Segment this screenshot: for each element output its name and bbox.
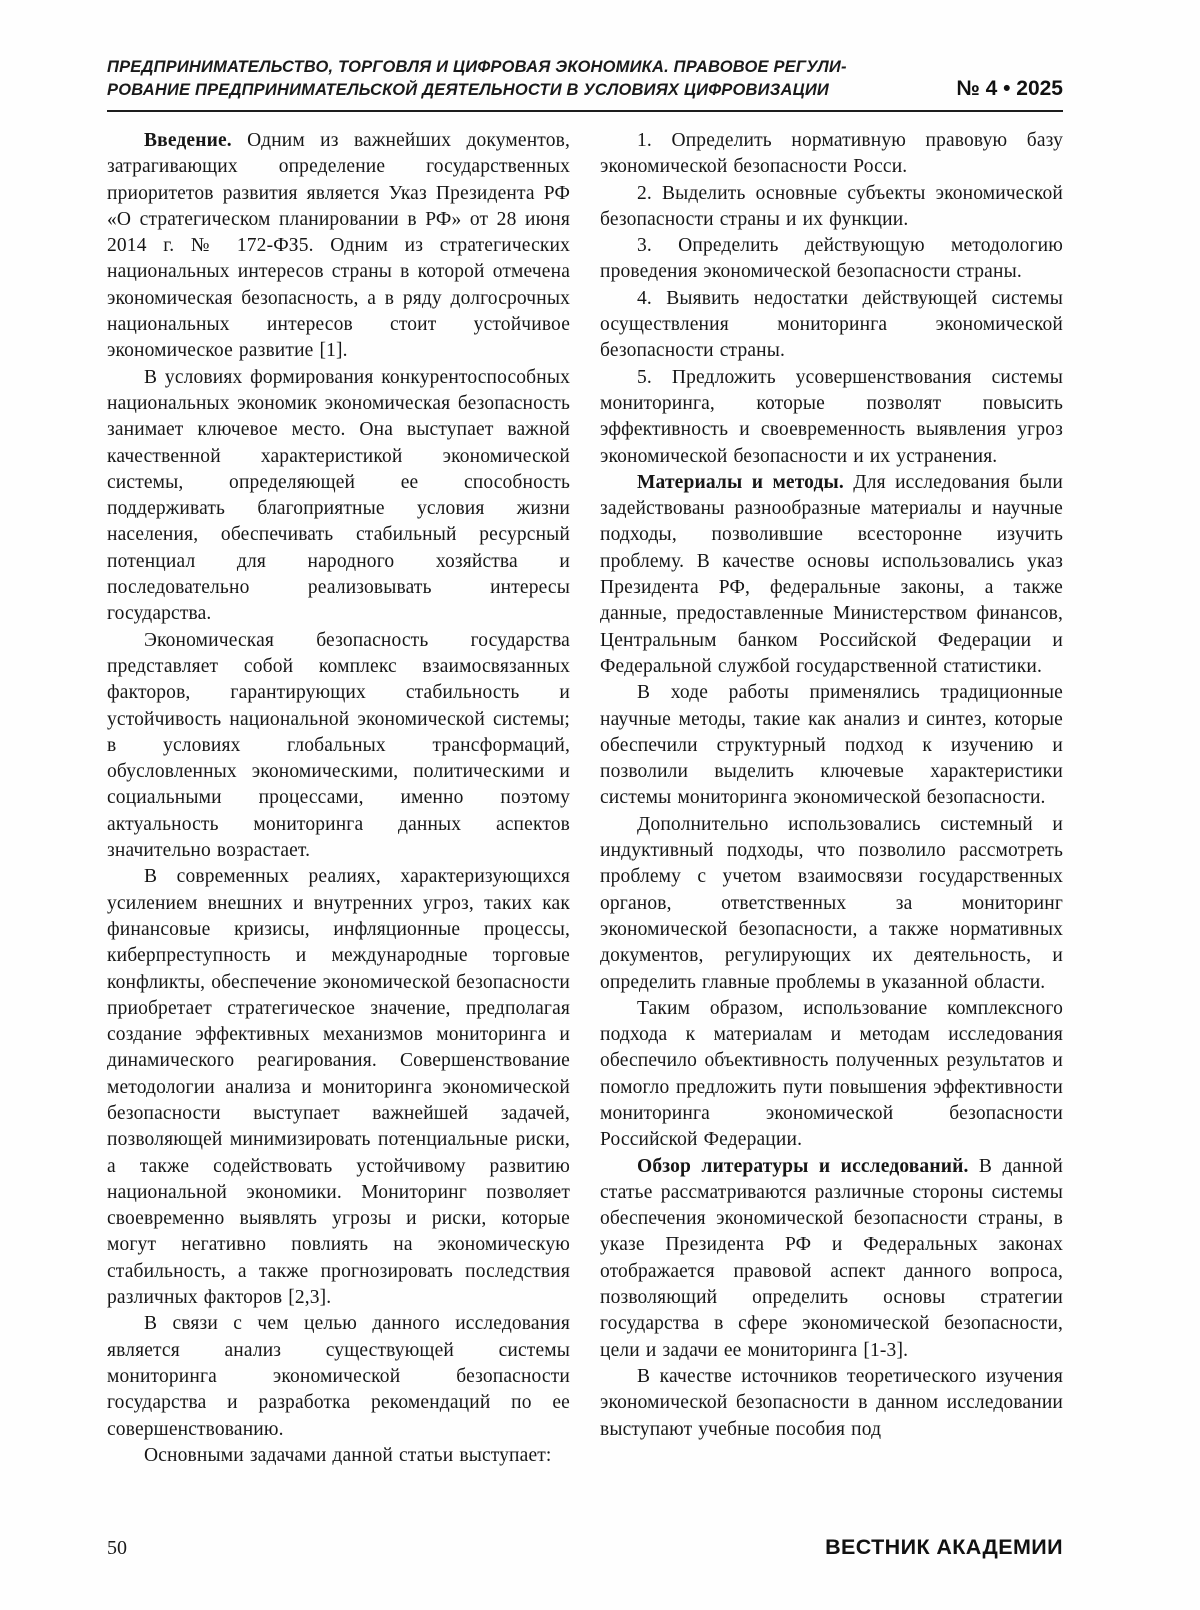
paragraph-materials-methods [600, 470, 1063, 680]
journal-title-line2: РОВАНИЕ ПРЕДПРИНИМАТЕЛЬСКОЙ ДЕЯТЕЛЬНОСТИ В УСЛОВИЯХ ЦИФРОВИЗАЦИИ [107, 81, 829, 99]
list-item-2 [600, 181, 1063, 234]
left-column [107, 128, 570, 1521]
paragraph-text: Для исследования были задействованы разнообразные материалы и научные подходы, позволившие всесторонне изучить проблему. В качестве основы использовались указ Президента РФ, федеральные законы, а также данные, предоставленные Министерством финансов, Центральным банком Российской Федерации и Федеральной службой государственной статистики. [600, 471, 1063, 677]
paragraph [107, 628, 570, 865]
paragraph-text: В связи с чем целью данного исследования является анализ существующей системы мониторинга экономической безопасности государства и разработка рекомендаций по ее совершенствованию. [107, 1313, 570, 1440]
paragraph-introduction [107, 128, 570, 365]
paragraph-text: В ходе работы применялись традиционные научные методы, такие как анализ и синтез, которые обеспечили структурный подход к изучению и позволили выделить ключевые характеристики системы мониторинга экономической безопасности. [600, 682, 1063, 809]
paragraph-text: В качестве источников теоретического изучения экономической безопасности в данном исследовании выступают учебные пособия под [600, 1365, 1063, 1440]
header-rule [107, 110, 1063, 112]
paragraph-text: 4. Выявить недостатки действующей системы осуществления мониторинга экономической безопасности страны. [600, 287, 1063, 362]
list-item-3 [600, 233, 1063, 286]
paragraph [107, 1443, 570, 1469]
page-header [107, 56, 1063, 102]
list-item-4 [600, 286, 1063, 365]
paragraph-text: В данной статье рассматриваются различные стороны системы обеспечения экономической безопасности страны, в указе Президента РФ и Федеральных законах отображается правовой аспект данного вопроса, позволяющий определить основы стратегии государства в сфере экономической безопасности, цели и задачи ее мониторинга [1-3]. [600, 1155, 1063, 1361]
paragraph-literature-review [600, 1154, 1063, 1364]
journal-title-line1: ПРЕДПРИНИМАТЕЛЬСТВО, ТОРГОВЛЯ И ЦИФРОВАЯ ЭКОНОМИКА. ПРАВОВОЕ РЕГУЛИ- [107, 58, 847, 76]
page-number: 50 [107, 1537, 127, 1559]
paragraph [107, 1311, 570, 1442]
paragraph-text: Экономическая безопасность государства представляет собой комплекс взаимосвязанных факторов, гарантирующих стабильность и устойчивость национальной экономической системы; в условиях глобальных трансформаций, обусловленных экономическими, политическими и социальными процессами, именно поэтому актуальность мониторинга данных аспектов значительно возрастает. [107, 629, 570, 862]
paragraph-lead: Обзор литературы и исследований. [637, 1155, 969, 1177]
paragraph-lead: Введение. [144, 130, 232, 151]
journal-name: ВЕСТНИК АКАДЕМИИ [825, 1535, 1063, 1559]
paragraph [107, 365, 570, 628]
paragraph-text: Таким образом, использование комплексного подхода к материалам и методам исследования обеспечило объективность полученных результатов и помогло предложить пути повышения эффективности мониторинга экономической безопасности Российской Федерации. [600, 997, 1063, 1151]
page-footer [107, 1521, 1063, 1560]
paragraph [600, 812, 1063, 996]
paragraph [600, 996, 1063, 1154]
right-column [600, 128, 1063, 1521]
paragraph [600, 1364, 1063, 1443]
paragraph [107, 864, 570, 1311]
article-body [107, 128, 1063, 1521]
journal-section-title [107, 56, 847, 102]
paragraph [600, 680, 1063, 811]
paragraph-lead: Материалы и методы. [637, 471, 844, 493]
paragraph-text: Дополнительно использовались системный и индуктивный подходы, что позволило рассмотреть проблему с учетом взаимосвязи государственных органов, ответственных за мониторинг экономической безопасности, а также нормативных документов, регулирующих их деятельность, и определить главные проблемы в указанной области. [600, 813, 1063, 993]
paragraph-text: В современных реалиях, характеризующихся усилением внешних и внутренних угроз, таких как финансовые кризисы, инфляционные процессы, киберпреступность и международные торговые конфликты, обеспечение экономической безопасности приобретает стратегическое значение, предполагая создание эффективных механизмов мониторинга и динамического реагирования. Совершенствование методологии анализа и мониторинга экономической безопасности выступает важнейшей задачей, позволяющей минимизировать потенциальные риски, а также содействовать устойчивому развитию национальной экономики. Мониторинг позволяет своевременно выявлять угрозы и риски, которые могут негативно повлиять на экономическую стабильность, а также прогнозировать последствия различных факторов [2,3]. [107, 866, 570, 1309]
paragraph-text: Одним из важнейших документов, затрагивающих определение государственных приоритетов развития является Указ Президента РФ «О стратегическом планировании в РФ» от 28 июня 2014 г. № 172-ФЗ5. Одним из стратегических национальных интересов страны в которой отмечена экономическая безопасность, а в ряду долгосрочных национальных интересов стоит устойчивое экономическое развитие [1]. [107, 130, 570, 362]
paragraph-text: 2. Выделить основные субъекты экономической безопасности страны и их функции. [600, 182, 1063, 230]
paragraph-text: 5. Предложить усовершенствования системы мониторинга, которые позволят повысить эффективность и своевременность выявления угроз экономической безопасности и их устранения. [600, 366, 1063, 467]
issue-number: № 4 • 2025 [956, 77, 1063, 100]
paragraph-text: В условиях формирования конкурентоспособных национальных экономик экономическая безопасность занимает ключевое место. Она выступает важной качественной характеристикой экономической системы, определяющей ее способность поддерживать благоприятные условия жизни населения, обеспечивать стабильный ресурсный потенциал для народного хозяйства и последовательно реализовывать интересы государства. [107, 366, 570, 625]
paragraph-text: 3. Определить действующую методологию проведения экономической безопасности страны. [600, 235, 1063, 283]
paragraph-text: Основными задачами данной статьи выступает: [144, 1444, 552, 1466]
paragraph-text: 1. Определить нормативную правовую базу экономической безопасности Росси. [600, 130, 1063, 178]
list-item-5 [600, 365, 1063, 470]
list-item-1 [600, 128, 1063, 181]
